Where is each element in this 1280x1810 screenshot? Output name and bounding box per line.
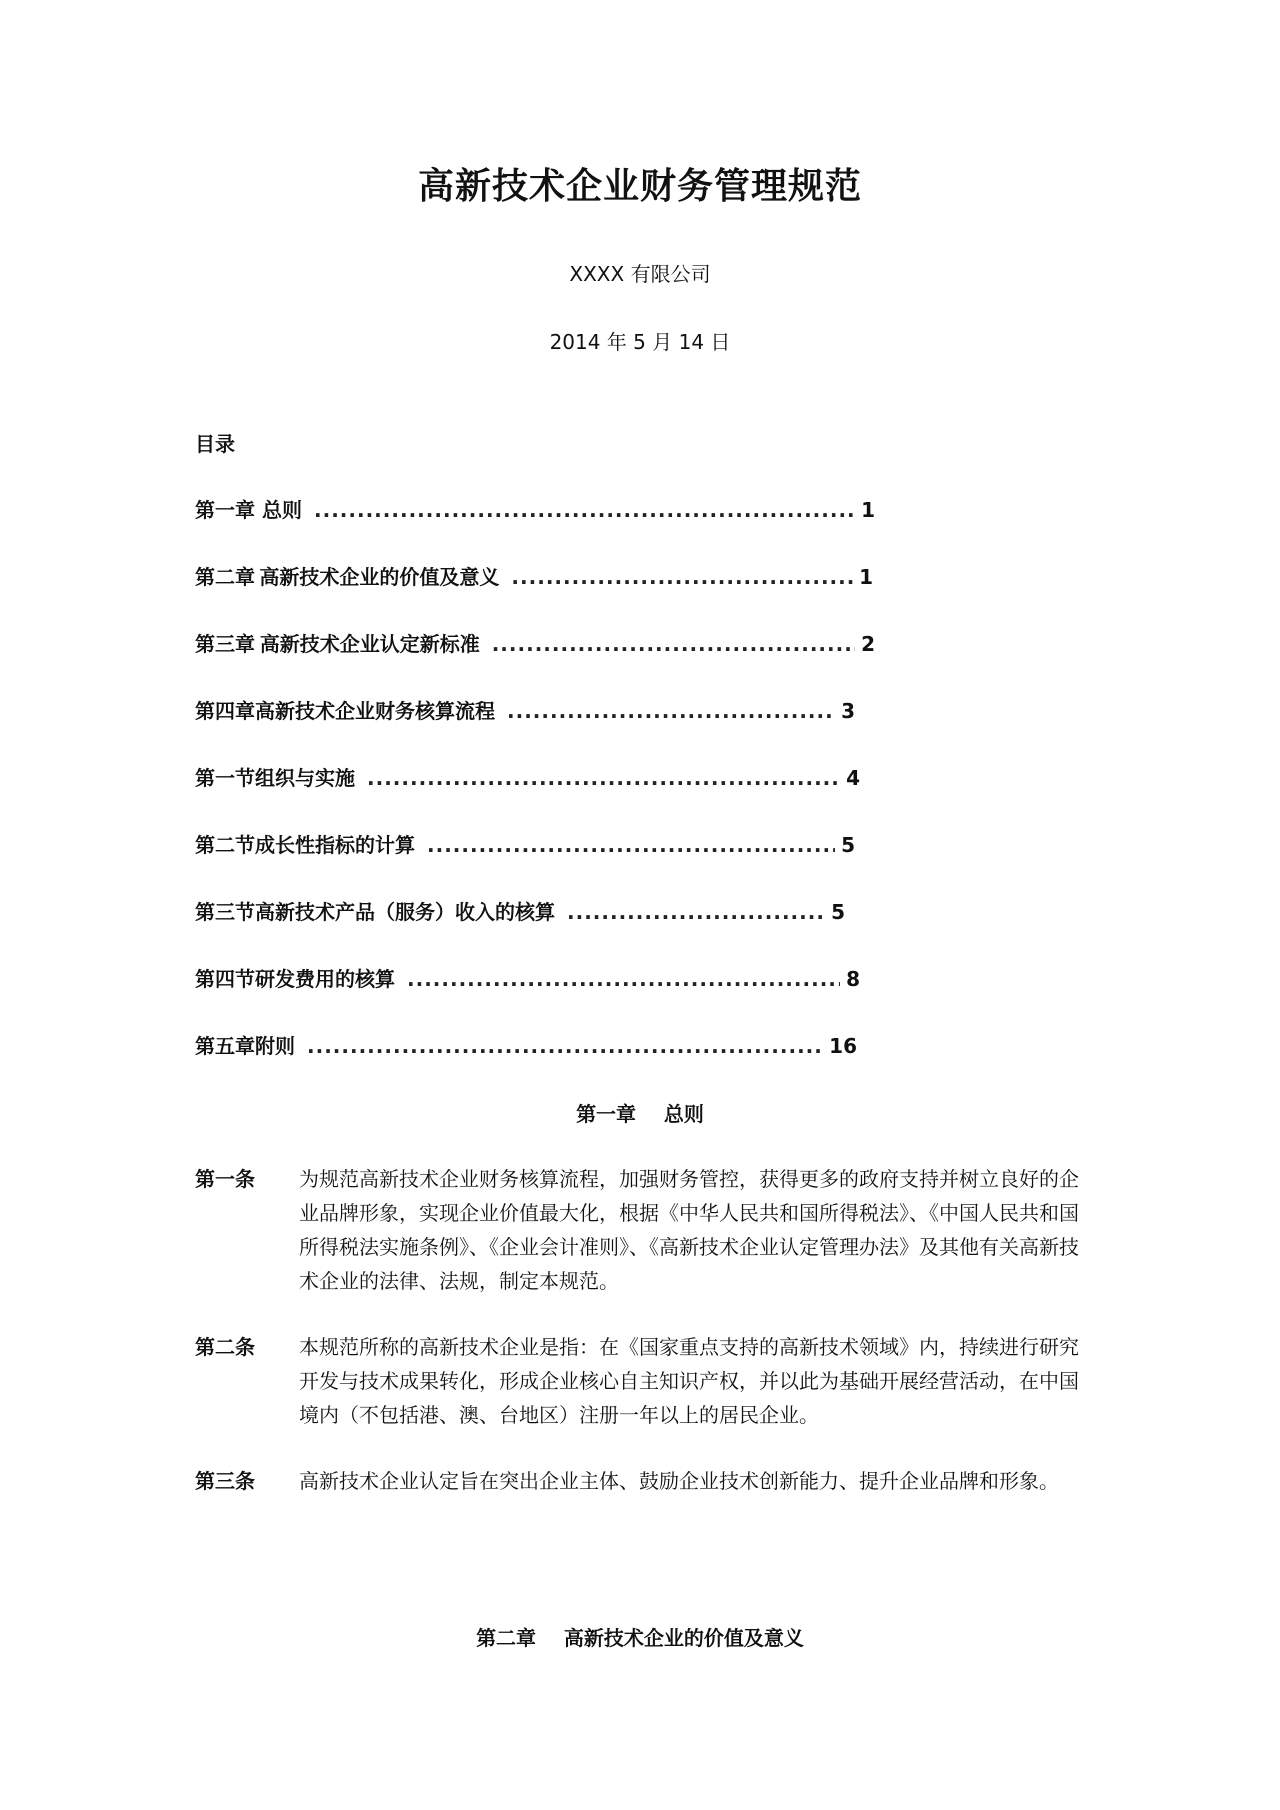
article-3 [195, 1464, 1095, 1498]
article-label: 第三条 [195, 1469, 255, 1493]
toc-item-text: 第三节高新技术产品（服务）收入的核算 [195, 900, 555, 924]
toc-page-number: 4 [846, 766, 860, 790]
toc-leader-dots [314, 498, 855, 522]
toc-page-number: 1 [861, 498, 875, 522]
toc-item-section-1[interactable] [195, 762, 860, 792]
toc-page-number: 8 [846, 967, 860, 991]
toc-leader-dots [427, 833, 835, 857]
chapter-1-heading: 第一章 总则 [576, 1102, 704, 1126]
toc-heading: 目录 [195, 432, 235, 456]
toc-page-number: 3 [841, 699, 855, 723]
toc-leader-dots [367, 766, 840, 790]
toc-leader-dots [492, 632, 855, 656]
toc-item-chapter-3[interactable] [195, 628, 875, 658]
company-name: XXXX 有限公司 [569, 262, 711, 286]
toc-page-number: 2 [861, 632, 875, 656]
toc-item-text: 高新技术企业的价值及意义 [259, 565, 500, 589]
toc-item-section-4[interactable] [195, 963, 860, 993]
toc-item-text: 高新技术企业认定新标准 [259, 632, 480, 656]
toc-page-number: 16 [829, 1034, 857, 1058]
toc-leader-dots [507, 699, 835, 723]
document-title: 高新技术企业财务管理规范 [417, 166, 862, 207]
toc-item-text: 第四章高新技术企业财务核算流程 [195, 699, 495, 723]
toc-item-text: 第五章附则 [195, 1034, 295, 1058]
chapter-2-heading: 第二章 高新技术企业的价值及意义 [476, 1626, 804, 1650]
toc-item-text: 第四节研发费用的核算 [195, 967, 395, 991]
toc-item-text: 第一节组织与实施 [195, 766, 355, 790]
toc-item-chapter-2[interactable] [195, 561, 873, 591]
toc-page-number: 5 [831, 900, 845, 924]
toc-page-number: 1 [859, 565, 873, 589]
toc-item-text: 总则 [262, 498, 302, 522]
article-2 [195, 1330, 1095, 1432]
toc-chapter-number: 第二章 [195, 565, 255, 589]
toc-leader-dots [511, 565, 853, 589]
document-date: 2014 年 5 月 14 日 [549, 330, 731, 354]
article-body: 本规范所称的高新技术企业是指：在《国家重点支持的高新技术领域》内，持续进行研究开发与技术成果转化，形成企业核心自主知识产权，并以此为基础开展经营活动，在中国境内（不包括港、澳、台地区）注册一年以上的居民企业。 [299, 1335, 1079, 1427]
toc-item-chapter-1[interactable] [195, 494, 875, 524]
article-label: 第二条 [195, 1335, 255, 1359]
toc-item-chapter-4[interactable] [195, 695, 855, 725]
article-body: 高新技术企业认定旨在突出企业主体、鼓励企业技术创新能力、提升企业品牌和形象。 [299, 1469, 1059, 1493]
toc-leader-dots [407, 967, 840, 991]
toc-chapter-number: 第三章 [195, 632, 255, 656]
toc-leader-dots [307, 1034, 823, 1058]
article-body: 为规范高新技术企业财务核算流程，加强财务管控，获得更多的政府支持并树立良好的企业品牌形象，实现企业价值最大化，根据《中华人民共和国所得税法》、《中国人民共和国所得税法实施条例》、《企业会计准则》、《高新技术企业认定管理办法》及其他有关高新技术企业的法律、法规，制定本规范。 [299, 1167, 1079, 1293]
toc-item-section-2[interactable] [195, 829, 855, 859]
toc-item-section-3[interactable] [195, 896, 845, 926]
toc-chapter-number: 第一章 [195, 498, 255, 522]
toc-item-chapter-5[interactable] [195, 1030, 857, 1060]
article-1 [195, 1162, 1095, 1298]
toc-item-text: 第二节成长性指标的计算 [195, 833, 415, 857]
toc-page-number: 5 [841, 833, 855, 857]
toc-leader-dots [567, 900, 825, 924]
article-label: 第一条 [195, 1167, 255, 1191]
